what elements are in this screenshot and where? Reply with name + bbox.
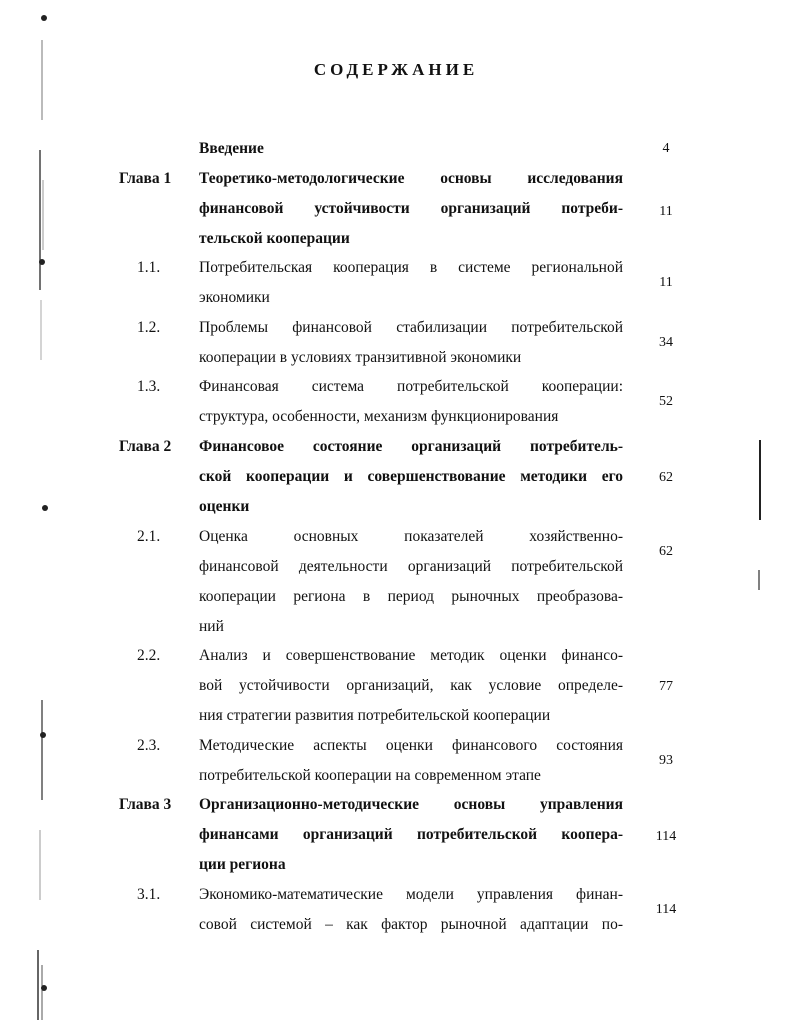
toc-entry-title (199, 164, 623, 254)
toc-entry-line: Оценка основных показателей хозяйственно- (199, 528, 623, 545)
toc-entry-number: 1.3. (137, 378, 161, 395)
toc-entry-line: финансовой деятельности организаций потребительской (199, 558, 623, 575)
toc-entry-number: Глава 2 (119, 438, 172, 455)
toc-entry-line: Проблемы финансовой стабилизации потребительской (199, 319, 623, 336)
toc-entry-line: кооперации региона в период рыночных преобразова- (199, 588, 623, 605)
toc-entry-line: финансами организаций потребительской коопера- (199, 826, 623, 843)
toc-entry-page: 11 (659, 204, 673, 219)
toc-entry-line: кооперации в условиях транзитивной экономики (199, 349, 522, 366)
toc-entry-title (199, 134, 623, 164)
toc-entry-number: Глава 1 (119, 170, 172, 187)
toc-entry-title (199, 790, 623, 880)
toc-entry-number: 2.2. (137, 647, 161, 664)
toc-entry-page: 52 (659, 394, 673, 409)
toc-entry-number: 2.1. (137, 528, 161, 545)
toc-entry-title (199, 432, 623, 522)
toc-entry-number: 1.1. (137, 259, 161, 276)
toc-entry-page: 77 (659, 679, 673, 694)
toc-entry-title (199, 313, 623, 373)
toc-entry-line: финансовой устойчивости организаций потреби- (199, 200, 623, 217)
toc-entry-line: Потребительская кооперация в системе региональной (199, 259, 623, 276)
toc-entry-line: структура, особенности, механизм функционирования (199, 408, 559, 425)
toc-entry-line: ния стратегии развития потребительской кооперации (199, 707, 551, 724)
toc-entry-line: Методические аспекты оценки финансового состояния (199, 737, 623, 754)
toc-entry-line: потребительской кооперации на современном этапе (199, 767, 541, 784)
toc-entry-line: Теоретико-методологические основы исследования (199, 170, 623, 187)
toc-entry-title (199, 522, 623, 642)
toc-entry-page: 93 (659, 753, 673, 768)
toc-entry-line: вой устойчивости организаций, как условие определе- (199, 677, 623, 694)
toc-entry-number: Глава 3 (119, 796, 172, 813)
toc-entry-page: 62 (659, 544, 673, 559)
toc-entry-line: Финансовое состояние организаций потребитель- (199, 438, 623, 455)
toc-entry-title (199, 641, 623, 731)
toc-entry-number: 3.1. (137, 886, 161, 903)
toc-entry-page: 114 (655, 829, 677, 844)
toc-entry-page: 34 (659, 335, 673, 350)
toc-entry-line: Финансовая система потребительской кооперации: (199, 378, 623, 395)
page-title: СОДЕРЖАНИЕ (313, 60, 479, 79)
toc-entry-line: Анализ и совершенствование методик оценки финансо- (199, 647, 623, 664)
toc-entry-line: Организационно-методические основы управления (199, 796, 623, 813)
toc-entry-number: 2.3. (137, 737, 161, 754)
toc-entry-page: 114 (655, 902, 677, 917)
toc-entry-line: ской кооперации и совершенствование методики его (199, 468, 623, 485)
toc-entry-page: 11 (659, 275, 673, 290)
toc-entry-title (199, 880, 623, 940)
toc-entry-number: 1.2. (137, 319, 161, 336)
toc-entry-page: 62 (659, 470, 673, 485)
toc-entry-line: оценки (199, 498, 250, 515)
toc-entry-line: ции региона (199, 856, 286, 873)
toc-entry-title (199, 731, 623, 791)
toc-entry-line: ний (199, 618, 224, 635)
toc-entry-line: экономики (199, 289, 270, 306)
toc-entry-line: Введение (199, 140, 264, 157)
toc-entry-page: 4 (662, 141, 670, 156)
toc-entry-title (199, 253, 623, 313)
toc-entry-line: Экономико-математические модели управления финан- (199, 886, 623, 903)
toc-entry-line: совой системой – как фактор рыночной адаптации по- (199, 916, 623, 933)
toc-entry-line: тельской кооперации (199, 230, 350, 247)
toc-entry-title (199, 372, 623, 432)
